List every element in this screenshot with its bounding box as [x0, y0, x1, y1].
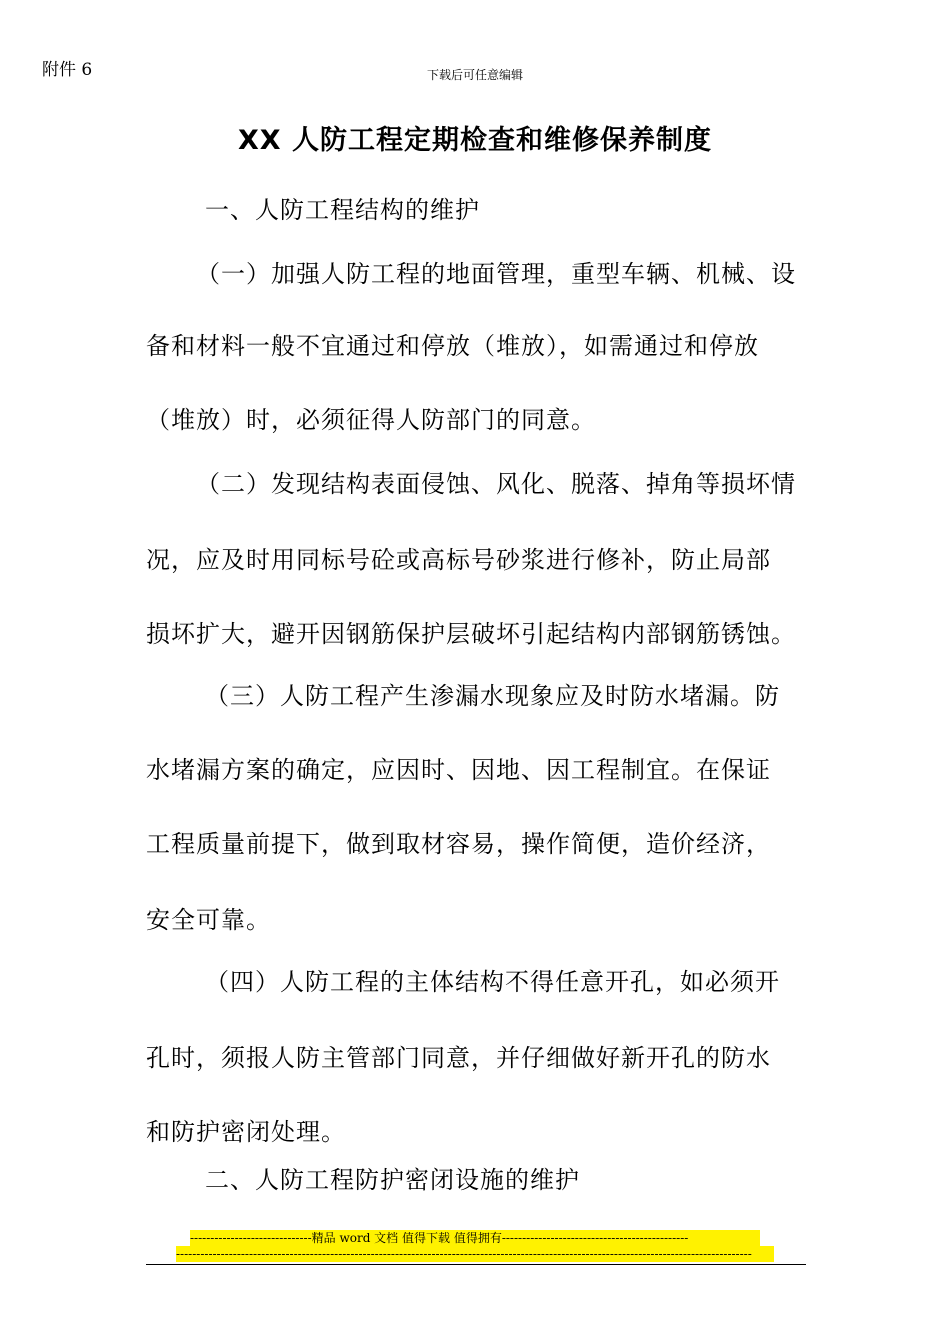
- paragraph-line: （四）人防工程的主体结构不得任意开孔，如必须开: [205, 968, 780, 996]
- paragraph-line: （一）加强人防工程的地面管理，重型车辆、机械、设: [196, 260, 796, 288]
- header-note: 下载后可任意编辑: [426, 68, 523, 82]
- attachment-label: 附件 6: [42, 60, 93, 80]
- paragraph-line: （三）人防工程产生渗漏水现象应及时防水堵漏。防: [205, 682, 780, 710]
- footer-banner: ------------------------------精品 word 文档 值得下载 值得拥有----------------------------------------------: [190, 1230, 760, 1246]
- paragraph-line: 水堵漏方案的确定，应因时、因地、因工程制宜。在保证: [146, 756, 771, 784]
- paragraph-line: （堆放）时，必须征得人防部门的同意。: [146, 406, 596, 434]
- footer-rule: [146, 1264, 806, 1265]
- paragraph-line: 孔时，须报人防主管部门同意，并仔细做好新开孔的防水: [146, 1044, 771, 1072]
- paragraph-line: 和防护密闭处理。: [146, 1118, 346, 1146]
- footer-banner-dashes: ----------------------------------------------------------------------------------------------------------------------------------------------: [176, 1246, 774, 1262]
- paragraph-line: 况，应及时用同标号砼或高标号砂浆进行修补，防止局部: [146, 546, 771, 574]
- document-title: XX 人防工程定期检查和维修保养制度: [237, 125, 713, 156]
- paragraph-line: （二）发现结构表面侵蚀、风化、脱落、掉角等损坏情: [196, 470, 796, 498]
- paragraph-line: 安全可靠。: [146, 906, 271, 934]
- paragraph-line: 工程质量前提下，做到取材容易，操作简便，造价经济，: [146, 830, 771, 858]
- section-heading: 二、人防工程防护密闭设施的维护: [205, 1166, 580, 1194]
- paragraph-line: 备和材料一般不宜通过和停放（堆放），如需通过和停放: [146, 332, 759, 360]
- paragraph-line: 损坏扩大，避开因钢筋保护层破坏引起结构内部钢筋锈蚀。: [146, 620, 796, 648]
- section-heading: 一、人防工程结构的维护: [205, 196, 480, 224]
